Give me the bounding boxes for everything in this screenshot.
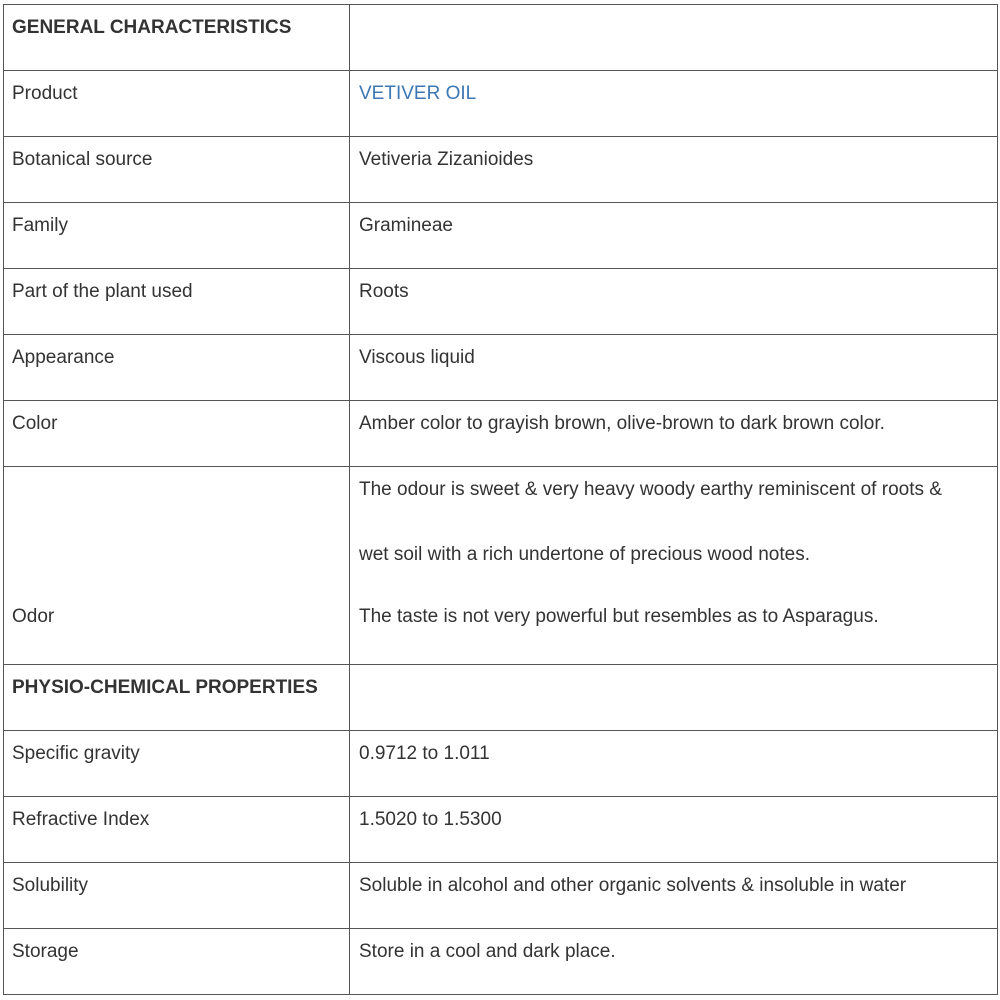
odor-value [350,467,997,664]
part-used-value: Roots [359,281,409,302]
table-row-physio-heading [4,665,998,731]
table-row-refractive-index [4,797,998,863]
family-value: Gramineae [359,215,453,236]
odor-line-3: The taste is not very powerful but resembles as to Asparagus. [359,606,879,627]
product-link[interactable]: VETIVER OIL [359,83,477,104]
appearance-value: Viscous liquid [359,347,475,368]
table-row-family [4,203,998,269]
solubility-label: Solubility [12,875,89,896]
product-label: Product [12,83,78,104]
table-row-storage [4,929,998,995]
refractive-index-value: 1.5020 to 1.5300 [359,809,502,830]
family-label: Family [12,215,68,236]
odor-line-2: wet soil with a rich undertone of precious wood notes. [359,544,810,565]
section-heading-physio: PHYSIO-CHEMICAL PROPERTIES [12,677,318,698]
product-spec-table [3,4,998,995]
odor-line-1: The odour is sweet & very heavy woody earthy reminiscent of roots & [359,479,942,500]
storage-value: Store in a cool and dark place. [359,941,616,962]
table-row-botanical-source [4,137,998,203]
color-value: Amber color to grayish brown, olive-brown to dark brown color. [359,413,885,434]
solubility-value: Soluble in alcohol and other organic solvents & insoluble in water [359,875,907,896]
table-row-appearance [4,335,998,401]
botanical-source-label: Botanical source [12,149,153,170]
empty-cell [350,665,997,730]
table-row-odor [4,467,998,665]
appearance-label: Appearance [12,347,115,368]
table-row-color [4,401,998,467]
storage-label: Storage [12,941,79,962]
odor-label: Odor [12,606,55,627]
part-used-label: Part of the plant used [12,281,193,302]
table-row-general-heading [4,5,998,71]
table-row-specific-gravity [4,731,998,797]
specific-gravity-value: 0.9712 to 1.011 [359,743,490,764]
section-heading-general: GENERAL CHARACTERISTICS [12,17,292,38]
empty-cell [350,5,997,70]
table-row-solubility [4,863,998,929]
refractive-index-label: Refractive Index [12,809,150,830]
table-row-part-used [4,269,998,335]
table-row-product [4,71,998,137]
color-label: Color [12,413,58,434]
specific-gravity-label: Specific gravity [12,743,140,764]
botanical-source-value: Vetiveria Zizanioides [359,149,534,170]
